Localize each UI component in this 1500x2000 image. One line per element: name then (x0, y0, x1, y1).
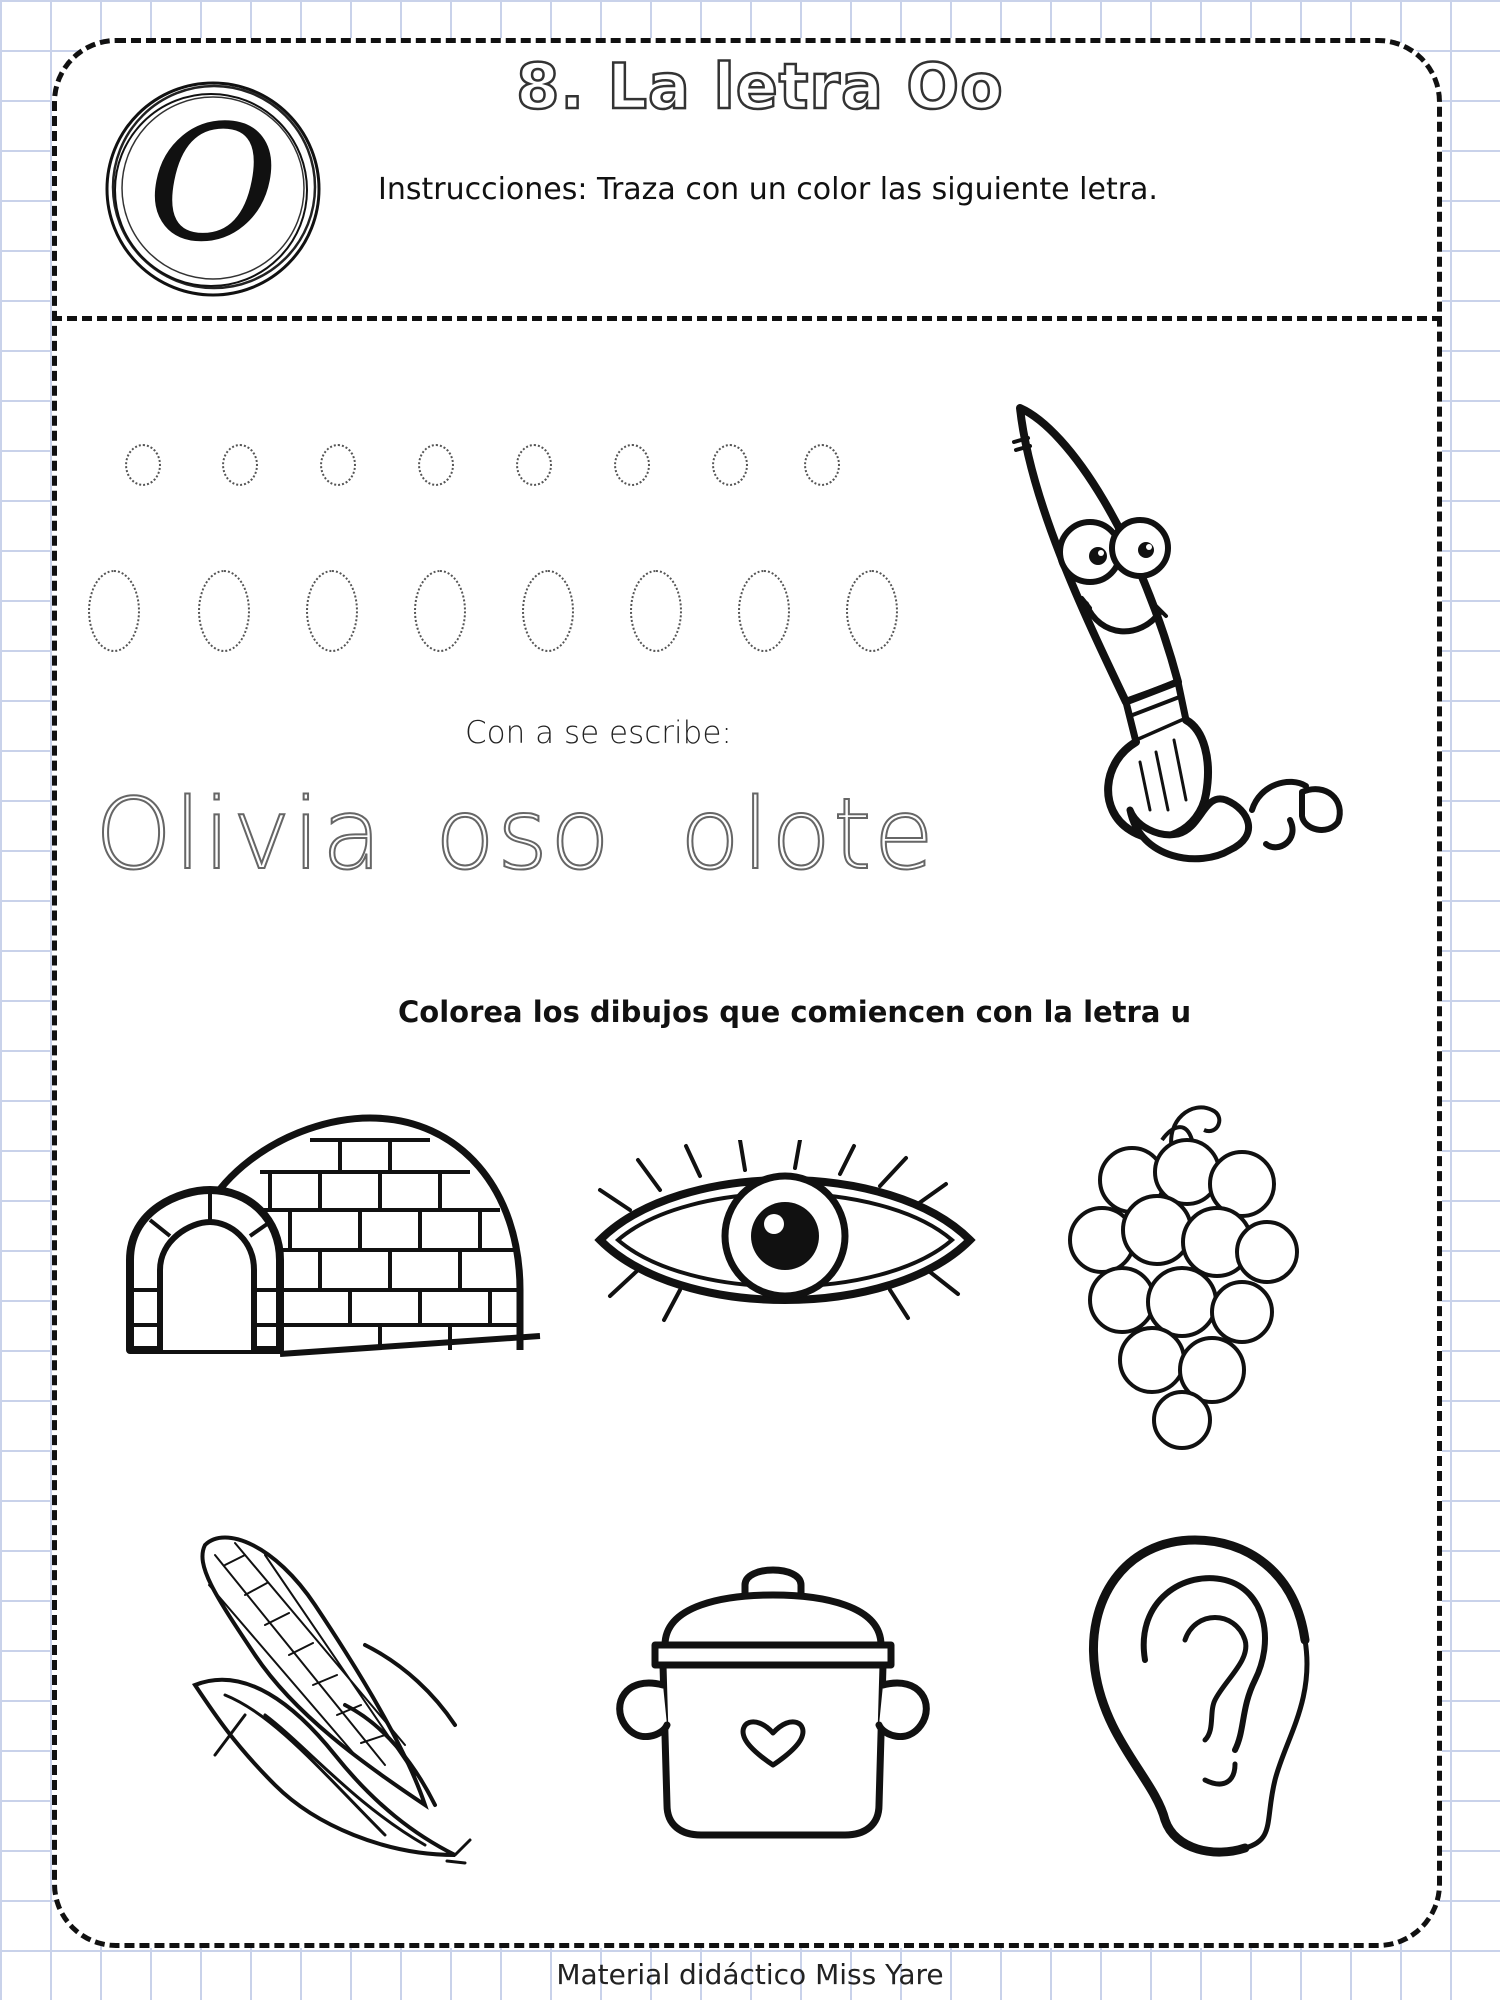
letter-badge (100, 76, 326, 302)
trace-letter-capital[interactable] (306, 570, 358, 652)
trace-letter-capital[interactable] (846, 570, 898, 652)
pot-icon (605, 1555, 940, 1845)
grapes-icon (1062, 1080, 1312, 1460)
igloo-icon (120, 1110, 550, 1360)
paintbrush-icon (990, 390, 1390, 880)
trace-letter-small[interactable] (712, 444, 748, 486)
igloo-picture[interactable] (120, 1110, 550, 1360)
footer-credit: Material didáctico Miss Yare (556, 1958, 944, 1991)
corn-icon (185, 1525, 475, 1865)
trace-letter-small[interactable] (614, 444, 650, 486)
trace-letter-capital[interactable] (738, 570, 790, 652)
pot-picture[interactable] (605, 1555, 940, 1845)
ear-picture[interactable] (1085, 1530, 1335, 1860)
trace-letter-small[interactable] (125, 444, 161, 486)
trace-letter-capital[interactable] (88, 570, 140, 652)
ear-icon (1085, 1530, 1335, 1860)
trace-word[interactable]: oso (435, 778, 612, 892)
eye-icon (590, 1140, 980, 1340)
page-title: 8. La letra Oo (516, 50, 1004, 123)
coloring-instruction: Colorea los dibujos que comiencen con la letra u (398, 995, 1192, 1029)
trace-letter-capital[interactable] (414, 570, 466, 652)
trace-letter-small[interactable] (222, 444, 258, 486)
eye-picture[interactable] (590, 1140, 980, 1340)
trace-letter-small[interactable] (418, 444, 454, 486)
trace-word[interactable]: olote (680, 778, 936, 892)
trace-letter-capital[interactable] (198, 570, 250, 652)
paintbrush-mascot (990, 390, 1390, 880)
trace-letter-small[interactable] (320, 444, 356, 486)
trace-letter-small[interactable] (804, 444, 840, 486)
instructions-text: Instrucciones: Traza con un color las siguiente letra. (378, 172, 1158, 207)
trace-letter-capital[interactable] (630, 570, 682, 652)
badge-letter: O (147, 90, 279, 277)
header-divider (52, 316, 1442, 321)
grapes-picture[interactable] (1062, 1080, 1312, 1460)
trace-letter-capital[interactable] (522, 570, 574, 652)
corn-picture[interactable] (185, 1525, 475, 1865)
trace-words-row (95, 778, 975, 892)
words-label: Con a se escribe: (465, 715, 732, 751)
trace-word[interactable]: Olivia (95, 778, 384, 892)
trace-letter-small[interactable] (516, 444, 552, 486)
